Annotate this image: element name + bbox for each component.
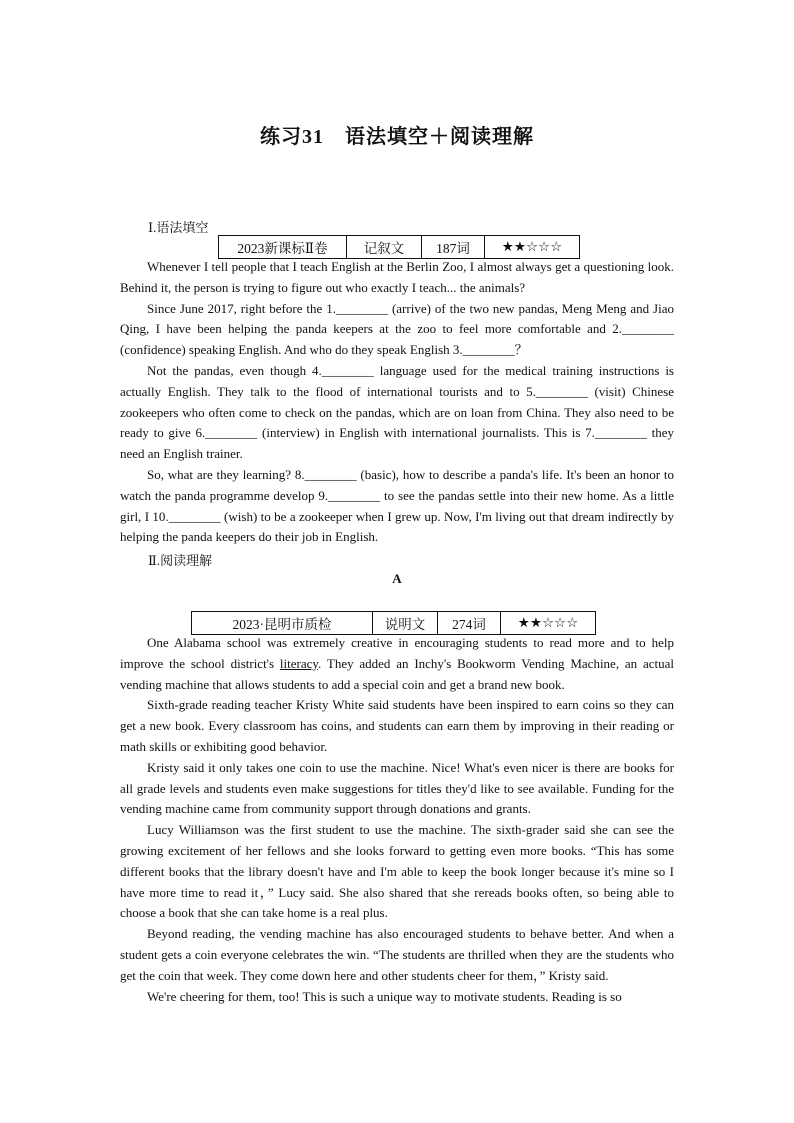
info-source: 2023·昆明市质检 bbox=[192, 612, 373, 635]
section-label-grammar: Ⅰ.语法填空 bbox=[148, 220, 209, 235]
passage-paragraph: Sixth-grade reading teacher Kristy White said students have been inspired to earn coins so they can get a new book. Every classroom has coins, and students can earn them by improving in their reading or math skills or exhibiting good behavior. bbox=[120, 697, 674, 754]
info-word-count: 274词 bbox=[438, 612, 501, 635]
passage-paragraph: Not the pandas, even though 4.________ language used for the medical training instructions is actually English. They talk to the flood of international tourists and to 5.________ (visit) Chinese zookeepers who often come to check on the pandas, which are on loan from China. They also need to be ready to give 6.________ (interview) in English with international journalists. This is 7.________ they need an English trainer. bbox=[120, 362, 674, 462]
section-label-reading: Ⅱ.阅读理解 bbox=[148, 553, 213, 568]
reading-passage bbox=[120, 633, 674, 1007]
underlined-word: literacy bbox=[279, 655, 319, 671]
passage-letter: A bbox=[392, 571, 402, 586]
info-word-count: 187词 bbox=[422, 236, 485, 259]
page-title: 练习31 语法填空＋阅读理解 bbox=[260, 126, 534, 148]
grammar-passage bbox=[120, 257, 674, 548]
passage-paragraph: We're cheering for them, too! This is such a unique way to motivate students. Reading is so bbox=[147, 988, 622, 1004]
passage-paragraph: Beyond reading, the vending machine has also encouraged students to behave better. And when a student gets a coin everyone celebrates the win. “The students are thrilled when they are the students who get the coin that week. They come down here and other students cheer for them，” Kristy said. bbox=[120, 926, 674, 983]
info-genre: 记叙文 bbox=[347, 236, 422, 259]
passage-paragraph: One Alabama school was extremely creative in encouraging students to read more and to help improve the school district's literacy. They added an Inchy's Bookworm Vending Machine, an actual vending machine that allows students to add a special coin and get a brand new book. bbox=[120, 635, 675, 692]
info-difficulty-stars: ★★☆☆☆ bbox=[501, 612, 596, 635]
info-genre: 说明文 bbox=[373, 612, 438, 635]
info-difficulty-stars: ★★☆☆☆ bbox=[485, 236, 580, 259]
passage-paragraph: Since June 2017, right before the 1.________ (arrive) of the two new pandas, Meng Meng and Jiao Qing, I have been helping the panda keepers at the zoo to feel more comfortable and 2.________ (confidence) speaking English. And who do they speak English 3.________？ bbox=[120, 300, 674, 358]
info-source: 2023新课标Ⅱ卷 bbox=[219, 236, 347, 259]
passage-paragraph: So, what are they learning? 8.________ (basic), how to describe a panda's life. It's been an honor to watch the panda programme develop 9.________ to see the pandas settle into their new home. As a little girl, I 10.________ (wish) to be a zookeeper when I grew up. Now, I'm living out that dream indirectly by helping the panda keepers do their job in English. bbox=[120, 466, 674, 545]
passage-paragraph: Whenever I tell people that I teach English at the Berlin Zoo, I almost always get a questioning look. Behind it, the person is trying to figure out who exactly I teach... the animals? bbox=[120, 259, 674, 295]
passage-paragraph: Kristy said it only takes one coin to use the machine. Nice! What's even nicer is there are books for all grade levels and students even make suggestions for titles they'd like to see available. Funding for the vending machine came from community support through donations and grants. bbox=[120, 759, 674, 817]
info-table-reading bbox=[191, 611, 596, 635]
passage-paragraph: Lucy Williamson was the first student to use the machine. The sixth-grader said she can see the growing excitement of her fellows and she looks forward to getting even more books. “This has some different books that the library doesn't have and I'm able to keep the book longer because it's mine so I have more time to read it，” Lucy said. She also shared that she rereads books often, so being able to choose a book that she can take home is a real plus. bbox=[120, 822, 674, 921]
info-table-grammar bbox=[218, 235, 580, 259]
